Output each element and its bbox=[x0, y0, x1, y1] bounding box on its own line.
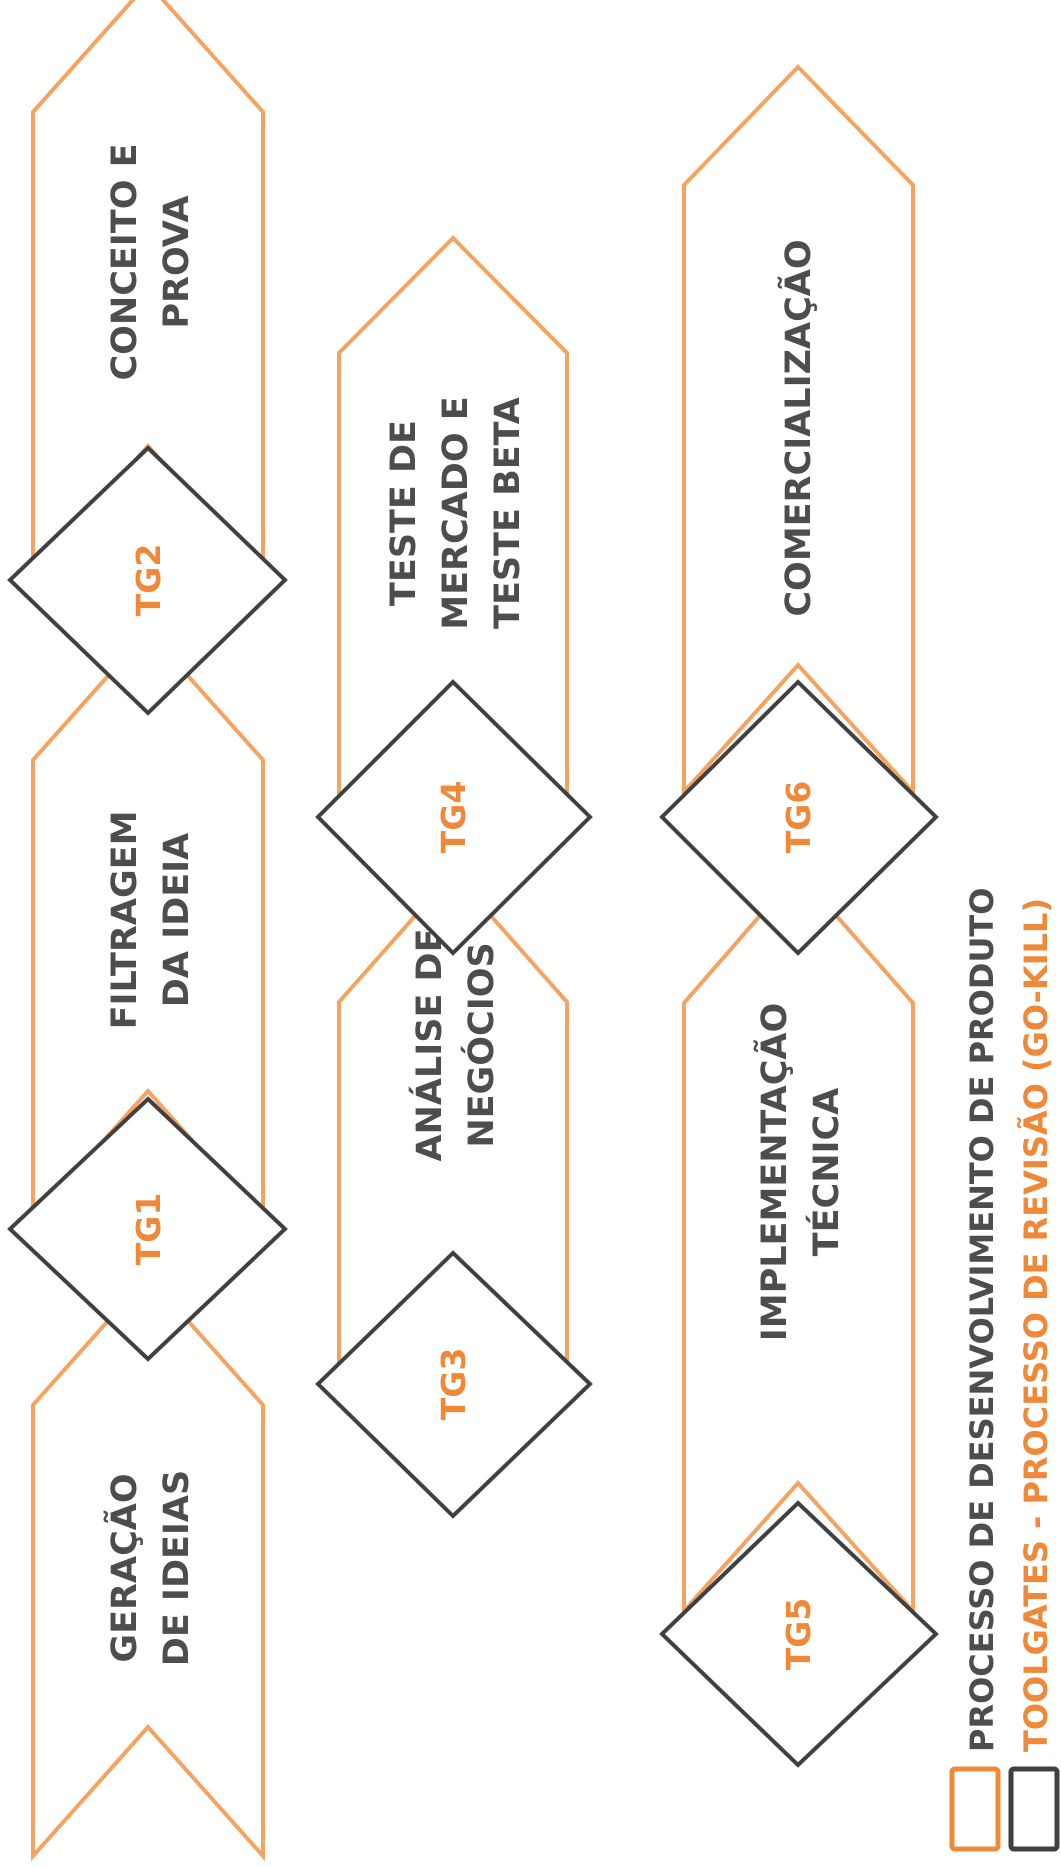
stage-teste-line-2: MERCADO E bbox=[436, 396, 476, 630]
stage-conceito-line-2: PROVA bbox=[157, 195, 197, 329]
legend-swatch-tollgate bbox=[1011, 1769, 1057, 1849]
stage-label-comercializacao bbox=[777, 239, 819, 616]
stage-analise-line-1: ANÁLISE DE bbox=[410, 928, 450, 1162]
stage-comercializacao-line-1: COMERCIALIZAÇÃO bbox=[779, 239, 819, 617]
stage-label-teste bbox=[384, 396, 528, 629]
stage-teste-line-3: TESTE BETA bbox=[488, 397, 528, 629]
legend-label-tollgate: TOOLGATES - PROCESSO DE REVISÃO (GO-KILL) bbox=[1017, 897, 1055, 1752]
stage-implementacao bbox=[684, 872, 913, 1611]
gate-tg6-label: TG6 bbox=[779, 780, 818, 854]
legend-label-process: PROCESSO DE DESENVOLVIMENTO DE PRODUTO bbox=[963, 887, 1001, 1752]
gate-tg4-label: TG4 bbox=[434, 780, 473, 854]
stage-geracao bbox=[33, 1276, 263, 1856]
gate-tg2-label: TG2 bbox=[129, 543, 168, 617]
stage-filtragem-line-2: DA IDEIA bbox=[157, 832, 197, 1008]
legend bbox=[952, 888, 1057, 1849]
gate-tg1-label: TG1 bbox=[129, 1192, 168, 1266]
gate-tg3-label: TG3 bbox=[434, 1347, 473, 1421]
legend-swatch-process bbox=[952, 1769, 998, 1849]
stage-teste-line-1: TESTE DE bbox=[384, 420, 424, 606]
stage-conceito-line-1: CONCEITO E bbox=[105, 143, 145, 381]
stage-analise-line-2: NEGÓCIOS bbox=[462, 942, 502, 1148]
gate-tg5-label: TG5 bbox=[779, 1597, 818, 1671]
stage-geracao-line-1: GERAÇÃO bbox=[105, 1473, 145, 1663]
stage-implementacao-line-2: TÉCNICA bbox=[807, 1087, 847, 1257]
stage-geracao-line-2: DE IDEIAS bbox=[157, 1469, 197, 1667]
stage-implementacao-line-1: IMPLEMENTAÇÃO bbox=[755, 1002, 795, 1342]
stage-filtragem-line-1: FILTRAGEM bbox=[105, 810, 145, 1030]
